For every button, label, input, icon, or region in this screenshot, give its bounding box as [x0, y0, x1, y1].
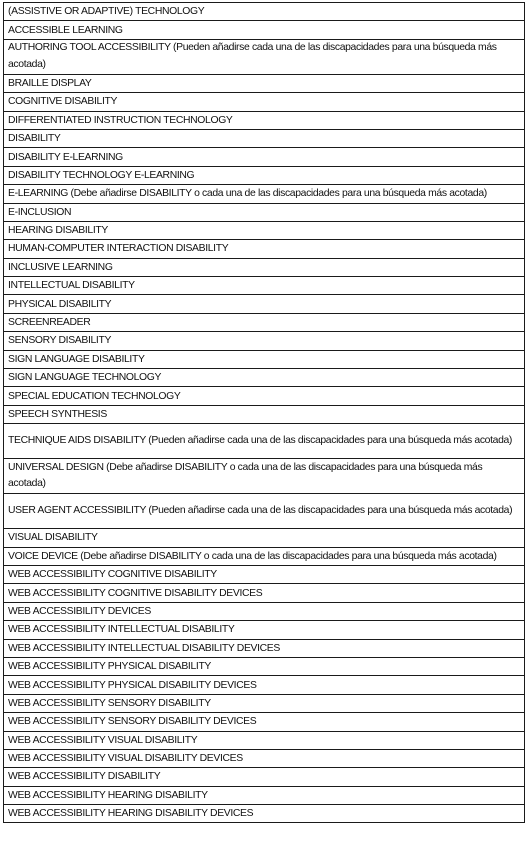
table-row — [4, 602, 525, 620]
search-term-text: HEARING DISABILITY — [8, 225, 108, 237]
table-row — [4, 185, 525, 203]
table-row — [4, 240, 525, 258]
table-cell — [4, 74, 525, 92]
table-row — [4, 295, 525, 313]
search-term-text: WEB ACCESSIBILITY SENSORY DISABILITY DEVICES — [8, 716, 257, 728]
search-term-text: SPECIAL EDUCATION TECHNOLOGY — [8, 390, 181, 402]
table-row — [4, 786, 525, 804]
search-term-text: AUTHORING TOOL ACCESSIBILITY (Pueden añadirse cada una de las discapacidades para una búsqueda más acotada) — [8, 42, 497, 70]
table-cell — [4, 639, 525, 657]
search-term-text: WEB ACCESSIBILITY PHYSICAL DISABILITY — [8, 661, 212, 673]
table-row — [4, 805, 525, 823]
table-row — [4, 494, 525, 529]
search-term-text: TECHNIQUE AIDS DISABILITY (Pueden añadirse cada una de las discapacidades para una búsqueda más acotada) — [8, 434, 513, 446]
table-cell — [4, 494, 525, 529]
table-cell — [4, 3, 525, 21]
table-cell — [4, 529, 525, 547]
search-term-text: WEB ACCESSIBILITY VISUAL DISABILITY DEVICES — [8, 753, 243, 765]
search-term-text: WEB ACCESSIBILITY INTELLECTUAL DISABILITY — [8, 624, 235, 636]
table-row — [4, 221, 525, 239]
search-term-text: INCLUSIVE LEARNING — [8, 261, 113, 273]
table-row — [4, 529, 525, 547]
table-row — [4, 424, 525, 459]
table-cell — [4, 369, 525, 387]
search-term-text: E-LEARNING (Debe añadirse DISABILITY o cada una de las discapacidades para una búsqueda más acotada) — [8, 188, 487, 200]
table-row — [4, 148, 525, 166]
table-row — [4, 676, 525, 694]
table-cell — [4, 676, 525, 694]
search-term-text: DIFFERENTIATED INSTRUCTION TECHNOLOGY — [8, 114, 233, 126]
table-row — [4, 731, 525, 749]
table-row — [4, 203, 525, 221]
table-row — [4, 713, 525, 731]
table-cell — [4, 148, 525, 166]
table-row — [4, 459, 525, 494]
table-cell — [4, 129, 525, 147]
table-cell — [4, 277, 525, 295]
search-term-text: WEB ACCESSIBILITY COGNITIVE DISABILITY — [8, 569, 217, 581]
table-cell — [4, 749, 525, 767]
search-term-text: HUMAN-COMPUTER INTERACTION DISABILITY — [8, 243, 229, 255]
table-cell — [4, 21, 525, 39]
table-row — [4, 332, 525, 350]
table-cell — [4, 93, 525, 111]
table-row — [4, 74, 525, 92]
table-row — [4, 39, 525, 74]
search-term-text: WEB ACCESSIBILITY PHYSICAL DISABILITY DEVICES — [8, 679, 257, 691]
table-row — [4, 657, 525, 675]
table-cell — [4, 166, 525, 184]
table-cell — [4, 240, 525, 258]
table-row — [4, 621, 525, 639]
table-cell — [4, 584, 525, 602]
search-term-text: SIGN LANGUAGE DISABILITY — [8, 353, 145, 365]
table-cell — [4, 768, 525, 786]
table-cell — [4, 459, 525, 494]
table-cell — [4, 221, 525, 239]
table-cell — [4, 565, 525, 583]
search-term-text: DISABILITY TECHNOLOGY E-LEARNING — [8, 169, 195, 181]
table-cell — [4, 350, 525, 368]
table-row — [4, 584, 525, 602]
table-row — [4, 166, 525, 184]
search-term-text: WEB ACCESSIBILITY HEARING DISABILITY — [8, 789, 208, 801]
table-cell — [4, 313, 525, 331]
table-row — [4, 313, 525, 331]
table-row — [4, 111, 525, 129]
table-row — [4, 129, 525, 147]
table-cell — [4, 713, 525, 731]
table-row — [4, 694, 525, 712]
search-term-text: E-INCLUSION — [8, 206, 72, 218]
table-row — [4, 405, 525, 423]
search-term-text: WEB ACCESSIBILITY VISUAL DISABILITY — [8, 734, 198, 746]
table-row — [4, 565, 525, 583]
table-cell — [4, 731, 525, 749]
table-cell — [4, 39, 525, 74]
table-cell — [4, 258, 525, 276]
search-term-text: USER AGENT ACCESSIBILITY (Pueden añadirse cada una de las discapacidades para una búsqueda más acotada) — [8, 504, 513, 516]
search-term-text: COGNITIVE DISABILITY — [8, 96, 118, 108]
table-row — [4, 258, 525, 276]
table-row — [4, 639, 525, 657]
search-term-text: DISABILITY E-LEARNING — [8, 151, 123, 163]
search-term-text: PHYSICAL DISABILITY — [8, 298, 112, 310]
search-terms-table-body — [4, 3, 525, 823]
search-term-text: DISABILITY — [8, 133, 61, 145]
table-row — [4, 749, 525, 767]
search-term-text: SCREENREADER — [8, 317, 91, 329]
table-row — [4, 547, 525, 565]
table-cell — [4, 621, 525, 639]
table-row — [4, 93, 525, 111]
table-cell — [4, 111, 525, 129]
table-row — [4, 350, 525, 368]
search-term-text: WEB ACCESSIBILITY HEARING DISABILITY DEVICES — [8, 808, 254, 820]
table-row — [4, 21, 525, 39]
table-cell — [4, 405, 525, 423]
search-term-text: BRAILLE DISPLAY — [8, 77, 92, 89]
search-term-text: VOICE DEVICE (Debe añadirse DISABILITY o cada una de las discapacidades para una búsqueda más acotada) — [8, 550, 497, 562]
search-term-text: UNIVERSAL DESIGN (Debe añadirse DISABILITY o cada una de las discapacidades para una búsqueda más acotada) — [8, 461, 483, 490]
table-cell — [4, 657, 525, 675]
search-term-text: VISUAL DISABILITY — [8, 532, 98, 544]
search-term-text: WEB ACCESSIBILITY COGNITIVE DISABILITY DEVICES — [8, 587, 263, 599]
search-term-text: WEB ACCESSIBILITY SENSORY DISABILITY — [8, 697, 211, 709]
search-terms-table — [3, 2, 525, 823]
search-term-text: WEB ACCESSIBILITY DEVICES — [8, 605, 151, 617]
table-cell — [4, 805, 525, 823]
table-cell — [4, 295, 525, 313]
search-term-text: (ASSISTIVE OR ADAPTIVE) TECHNOLOGY — [8, 6, 205, 18]
table-cell — [4, 547, 525, 565]
search-term-text: WEB ACCESSIBILITY DISABILITY — [8, 771, 161, 783]
table-cell — [4, 424, 525, 459]
table-row — [4, 387, 525, 405]
search-term-text: INTELLECTUAL DISABILITY — [8, 280, 135, 292]
search-term-text: SIGN LANGUAGE TECHNOLOGY — [8, 372, 162, 384]
table-row — [4, 277, 525, 295]
search-term-text: SPEECH SYNTHESIS — [8, 409, 107, 420]
table-row — [4, 369, 525, 387]
table-row — [4, 3, 525, 21]
table-cell — [4, 602, 525, 620]
table-cell — [4, 387, 525, 405]
table-cell — [4, 185, 525, 203]
table-cell — [4, 203, 525, 221]
search-term-text: SENSORY DISABILITY — [8, 335, 112, 347]
table-cell — [4, 694, 525, 712]
search-term-text: ACCESSIBLE LEARNING — [8, 24, 123, 36]
table-cell — [4, 786, 525, 804]
table-cell — [4, 332, 525, 350]
table-row — [4, 768, 525, 786]
search-term-text: WEB ACCESSIBILITY INTELLECTUAL DISABILITY DEVICES — [8, 642, 280, 654]
